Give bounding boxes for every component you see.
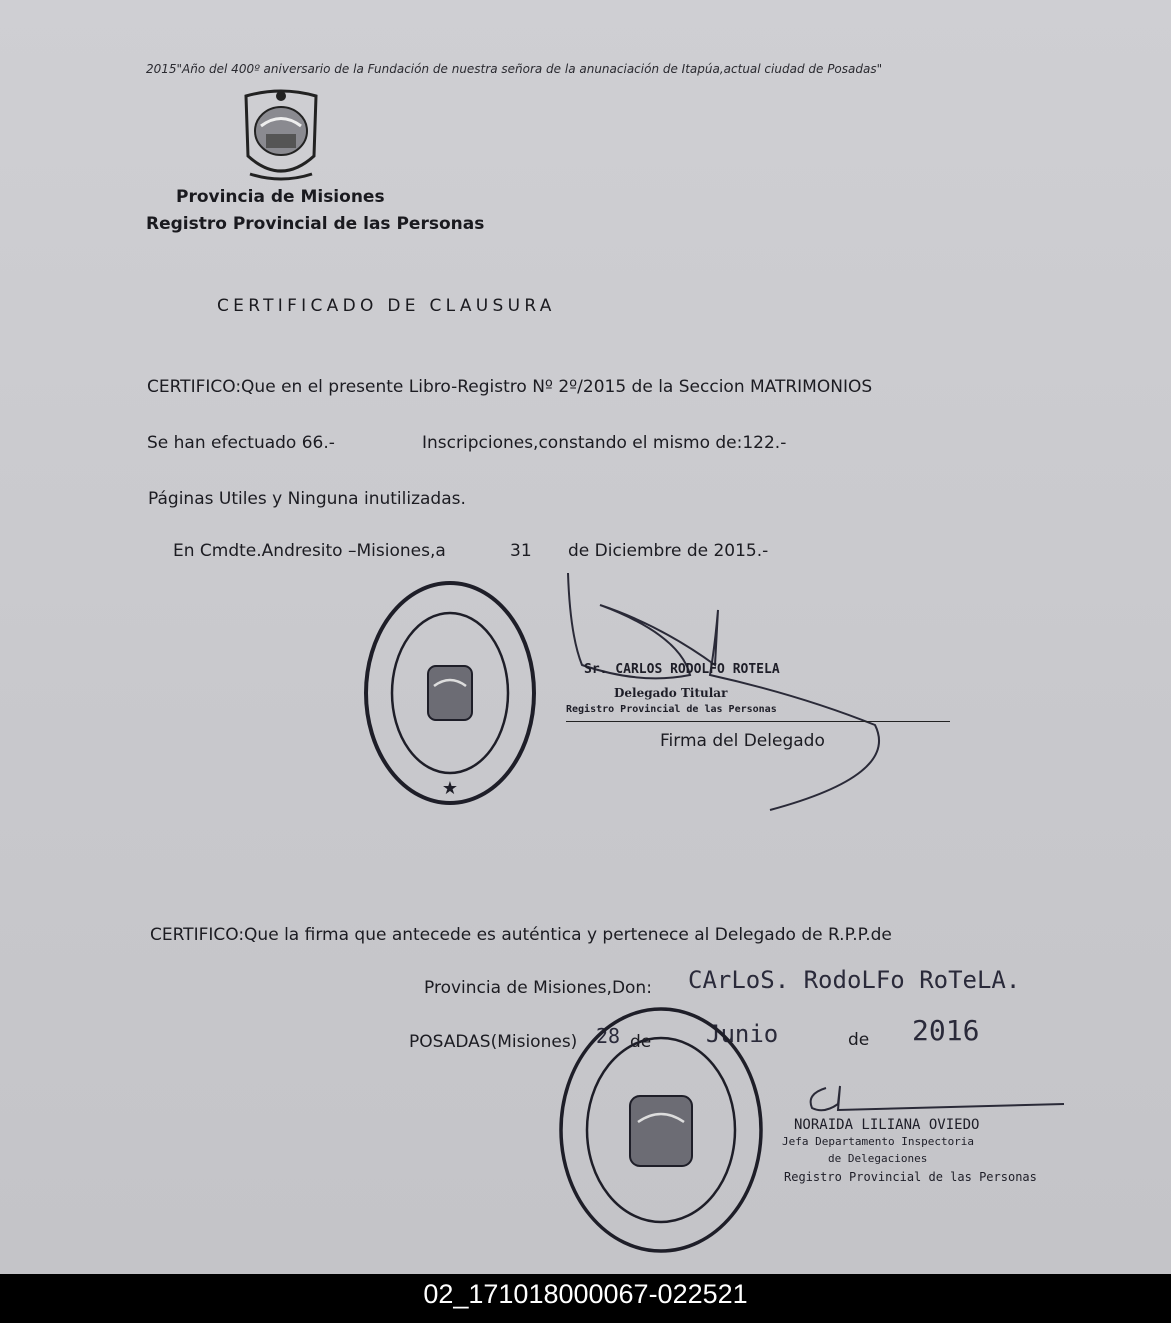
certification-handwritten-year: 2016 [912,1014,980,1047]
document-title: CERTIFICADO DE CLAUSURA [217,296,556,316]
ministry-seal-stamp [556,1004,766,1256]
org-province-name: Provincia de Misiones [176,187,385,207]
certification-handwritten-day: 28 [596,1024,621,1048]
certification-line-3-label: POSADAS(Misiones) [409,1032,578,1052]
certificate-day: 31 [510,541,532,561]
delegate-signature-label: Firma del Delegado [660,731,825,751]
certificate-date: de Diciembre de 2015.- [568,541,769,561]
official-stamp-role-2: de Delegaciones [828,1152,928,1165]
org-registry-name: Registro Provincial de las Personas [146,214,485,234]
official-signature [794,1080,1070,1120]
delegate-stamp-role: Delegado Titular [614,686,728,700]
header-commemoration-note: 2015"Año del 400º aniversario de la Fundación de nuestra señora de la anunaciación de Itapúa,actual ciudad de Posadas" [146,62,883,76]
certification-line-2-label: Provincia de Misiones,Don: [424,978,652,998]
svg-text:★: ★ [441,778,459,799]
official-stamp-name: NORAIDA LILIANA OVIEDO [794,1117,980,1133]
certification-handwritten-month: Junio [706,1020,779,1048]
certification-de-2: de [848,1030,870,1050]
certification-line-1: CERTIFICO:Que la firma que antecede es auténtica y pertenece al Delegado de R.P.P.de [150,925,892,945]
official-stamp-role-1: Jefa Departamento Inspectoria [782,1135,975,1148]
certification-handwritten-name: CArLoS. RodoLFo RoTeLA. [688,966,1021,994]
delegate-signature-line [566,721,950,722]
certificate-place: En Cmdte.Andresito –Misiones,a [173,541,446,561]
certificate-line-2a: Se han efectuado 66.- [147,433,335,453]
certification-de-1: de [630,1032,652,1052]
certificate-line-1: CERTIFICO:Que en el presente Libro-Registro Nº 2º/2015 de la Seccion MATRIMONIOS [147,377,873,397]
official-stamp-office: Registro Provincial de las Personas [784,1170,1037,1184]
delegation-seal-stamp [362,578,538,808]
delegate-stamp-office: Registro Provincial de las Personas [566,704,777,715]
provincial-coat-of-arms-icon [236,86,326,186]
certificate-line-2b: Inscripciones,constando el mismo de:122.- [422,433,787,453]
certificate-line-3: Páginas Utiles y Ninguna inutilizadas. [148,489,466,509]
document-footer-code: 02_171018000067-022521 [0,1274,1171,1323]
delegate-stamp-name: Sr. CARLOS RODOLFO ROTELA [584,662,780,677]
